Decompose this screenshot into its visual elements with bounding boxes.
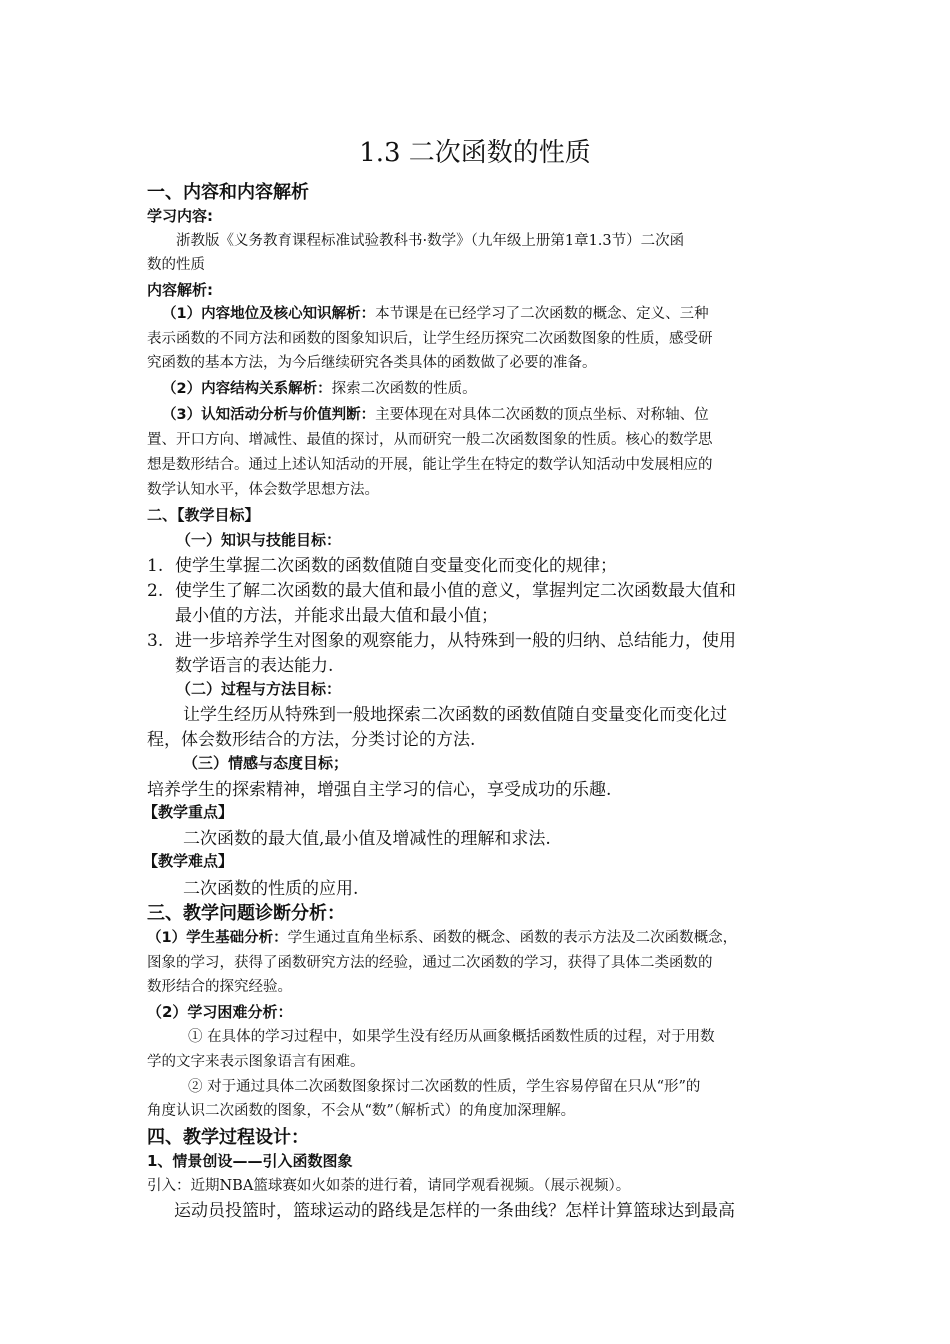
paragraph-text: 让学生经历从特殊到一般地探索二次函数的函数值随自变量变化而变化过 bbox=[183, 705, 727, 725]
intro-text: 引入：近期NBA篮球赛如火如荼的进行着，请同学观看视频。（展示视频）。 bbox=[147, 1178, 631, 1194]
difficult-points-label: 【教学难点】 bbox=[143, 852, 234, 870]
paragraph-text: 培养学生的探索精神，增强自主学习的信心，享受成功的乐趣. bbox=[147, 780, 612, 800]
paragraph-text: 学的文字来表示图象语言有困难。 bbox=[147, 1054, 365, 1070]
paragraph-line bbox=[162, 403, 709, 424]
list-number: 1. bbox=[147, 556, 164, 576]
paragraph-text: 表示函数的不同方法和函数的图象知识后，让学生经历探究二次函数图象的性质，感受研 bbox=[147, 331, 713, 347]
list-number: 3. bbox=[147, 631, 164, 651]
paragraph-text: 本节课是在已经学习了二次函数的概念、定义、三种 bbox=[375, 306, 709, 322]
key-points-text: 二次函数的最大值,最小值及增减性的理解和求法. bbox=[183, 829, 551, 849]
paragraph-text: 置、开口方向、增减性、最值的探讨，从而研究一般二次函数图象的性质。核心的数学思 bbox=[147, 432, 713, 448]
list-item-continuation: 最小值的方法，并能求出最大值和最小值； bbox=[175, 606, 498, 626]
paragraph-text: 运动员投篮时，篮球运动的路线是怎样的一条曲线？怎样计算篮球达到最高 bbox=[174, 1201, 735, 1221]
section-heading-content: 一、内容和内容解析 bbox=[147, 182, 309, 203]
list-item: 2. 使学生了解二次函数的最大值和最小值的意义，掌握判定二次函数最大值和 bbox=[147, 581, 736, 601]
learning-difficulty-label: （2）学习困难分析： bbox=[147, 1003, 293, 1021]
subheading-scenario: 1、情景创设——引入函数图象 bbox=[147, 1152, 353, 1170]
page-title: 1.3 二次函数的性质 bbox=[359, 138, 591, 168]
paragraph-text: 数学认知水平，体会数学思想方法。 bbox=[147, 482, 379, 498]
paragraph-text: 数形结合的探究经验。 bbox=[147, 979, 292, 995]
learning-content-text: 浙教版《义务教育课程标准试验教科书·数学》（九年级上册第1章1.3节）二次函 bbox=[176, 233, 685, 249]
paragraph-text: ① 在具体的学习过程中，如果学生没有经历从画象概括函数性质的过程，对于用数 bbox=[188, 1029, 715, 1045]
content-analysis-label: 内容解析: bbox=[147, 281, 213, 299]
list-number: 2. bbox=[147, 581, 164, 601]
section-heading-goals: 二、【教学目标】 bbox=[147, 506, 260, 524]
section-heading-diagnosis: 三、教学问题诊断分析： bbox=[147, 903, 345, 924]
list-item-continuation: 数学语言的表达能力. bbox=[175, 656, 334, 676]
paragraph-text: 主要体现在对具体二次函数的顶点坐标、对称轴、位 bbox=[375, 407, 709, 423]
subheading-knowledge: （一）知识与技能目标： bbox=[176, 531, 342, 549]
subheading-attitude: （三）情感与态度目标； bbox=[183, 754, 349, 772]
learning-content-text: 数的性质 bbox=[147, 257, 205, 273]
paragraph-line bbox=[162, 302, 709, 323]
paragraph-text: 想是数形结合。通过上述认知活动的开展，能让学生在特定的数学认知活动中发展相应的 bbox=[147, 457, 713, 473]
paragraph-text: 探索二次函数的性质。 bbox=[331, 381, 477, 397]
paragraph-text: 学生通过直角坐标系、函数的概念、函数的表示方法及二次函数概念， bbox=[287, 930, 738, 946]
learning-content-label: 学习内容: bbox=[147, 207, 213, 225]
paragraph-text: 程，体会数形结合的方法，分类讨论的方法. bbox=[147, 730, 476, 750]
paragraph-label: （2）内容结构关系解析： bbox=[162, 381, 332, 397]
section-heading-process: 四、教学过程设计： bbox=[147, 1127, 309, 1148]
paragraph-text: ② 对于通过具体二次函数图象探讨二次函数的性质，学生容易停留在只从“形”的 bbox=[188, 1079, 701, 1095]
paragraph-text: 角度认识二次函数的图象，不会从“数”（解析式）的角度加深理解。 bbox=[147, 1103, 576, 1119]
paragraph-label: （1）内容地位及核心知识解析： bbox=[162, 306, 376, 322]
paragraph-text: 究函数的基本方法，为今后继续研究各类具体的函数做了必要的准备。 bbox=[147, 355, 597, 371]
paragraph-text: 图象的学习，获得了函数研究方法的经验，通过二次函数的学习，获得了具体二类函数的 bbox=[147, 955, 713, 971]
paragraph-label: （3）认知活动分析与价值判断： bbox=[162, 407, 376, 423]
list-item: 3. 进一步培养学生对图象的观察能力，从特殊到一般的归纳、总结能力，使用 bbox=[147, 631, 736, 651]
key-points-label: 【教学重点】 bbox=[143, 803, 234, 821]
paragraph-label: （1）学生基础分析： bbox=[147, 930, 288, 946]
subheading-process: （二）过程与方法目标： bbox=[176, 680, 342, 698]
paragraph-line bbox=[162, 377, 477, 398]
difficult-points-text: 二次函数的性质的应用. bbox=[183, 879, 359, 899]
paragraph-line bbox=[147, 926, 737, 947]
list-item: 1. 使学生掌握二次函数的函数值随自变量变化而变化的规律； bbox=[147, 556, 617, 576]
